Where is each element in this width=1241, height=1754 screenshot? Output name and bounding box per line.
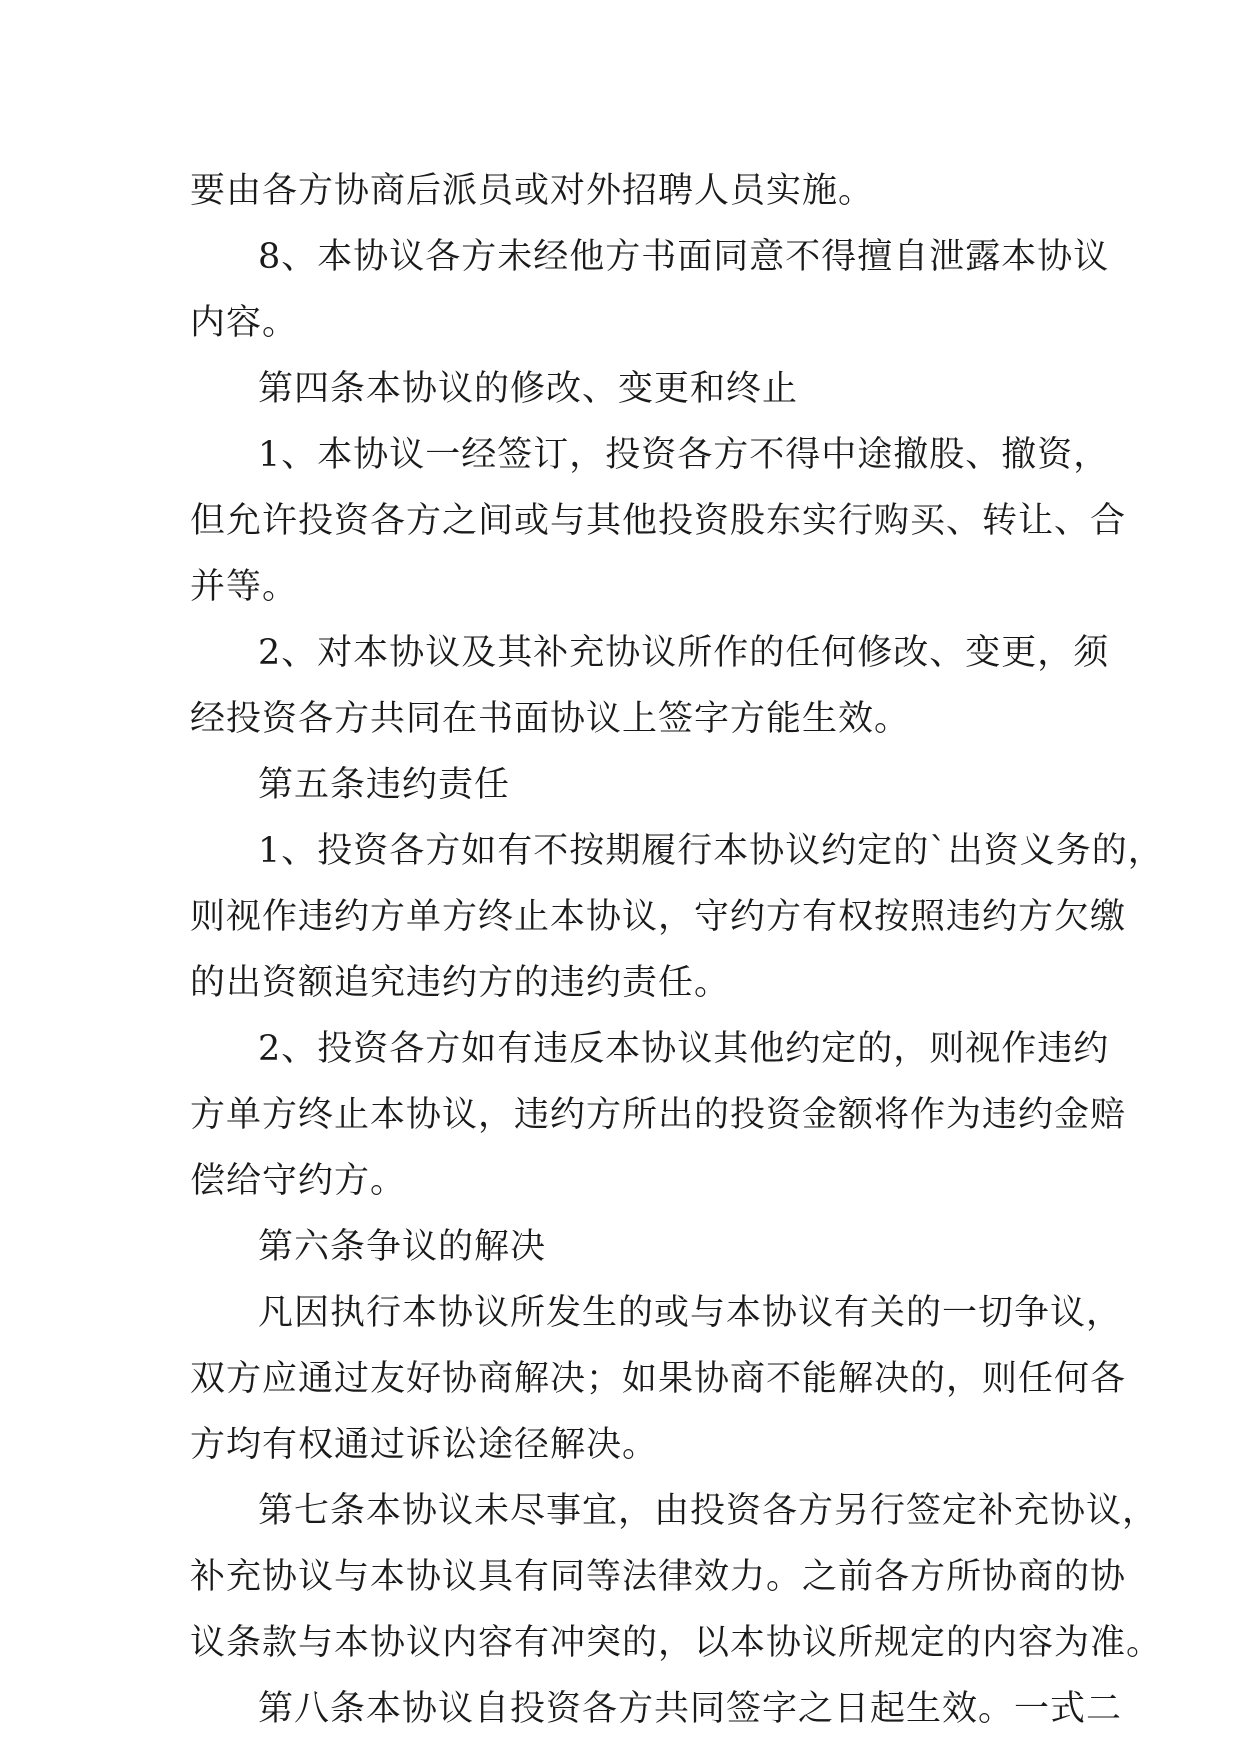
text-line: 1、投资各方如有不按期履行本协议约定的`出资义务的， <box>258 831 1164 871</box>
text-line: 方单方终止本协议，违约方所出的投资金额将作为违约金赔 <box>190 1095 1127 1135</box>
text-line: 经投资各方共同在书面协议上签字方能生效。 <box>190 699 911 739</box>
text-line: 方均有权通过诉讼途径解决。 <box>190 1425 659 1465</box>
text-line: 2、对本协议及其补充协议所作的任何修改、变更，须 <box>258 633 1110 673</box>
text-line: 双方应通过友好协商解决；如果协商不能解决的，则任何各 <box>190 1359 1127 1399</box>
text-line: 2、投资各方如有违反本协议其他约定的，则视作违约 <box>258 1029 1110 1069</box>
text-line: 并等。 <box>190 567 299 607</box>
text-line: 8、本协议各方未经他方书面同意不得擅自泄露本协议 <box>258 237 1110 277</box>
text-line: 凡因执行本协议所发生的或与本协议有关的一切争议， <box>258 1293 1123 1333</box>
text-line: 则视作违约方单方终止本协议，守约方有权按照违约方欠缴 <box>190 897 1127 937</box>
text-line: 议条款与本协议内容有冲突的，以本协议所规定的内容为准。 <box>190 1623 1163 1663</box>
section-heading: 第四条本协议的修改、变更和终止 <box>258 369 799 409</box>
section-heading: 第五条违约责任 <box>258 765 511 805</box>
text-line: 内容。 <box>190 303 299 343</box>
section-heading: 第六条争议的解决 <box>258 1227 547 1267</box>
text-line: 偿给守约方。 <box>190 1161 407 1201</box>
document-body <box>190 158 1164 1742</box>
text-line: 但允许投资各方之间或与其他投资股东实行购买、转让、合 <box>190 501 1127 541</box>
text-line: 要由各方协商后派员或对外招聘人员实施。 <box>190 171 875 211</box>
text-line: 第七条本协议未尽事宜，由投资各方另行签定补充协议， <box>258 1491 1159 1531</box>
text-line: 补充协议与本协议具有同等法律效力。之前各方所协商的协 <box>190 1557 1127 1597</box>
text-line: 的出资额追究违约方的违约责任。 <box>190 963 731 1003</box>
text-line: 第八条本协议自投资各方共同签字之日起生效。一式二 <box>258 1689 1123 1729</box>
text-line: 1、本协议一经签订，投资各方不得中途撤股、撤资， <box>258 435 1110 475</box>
